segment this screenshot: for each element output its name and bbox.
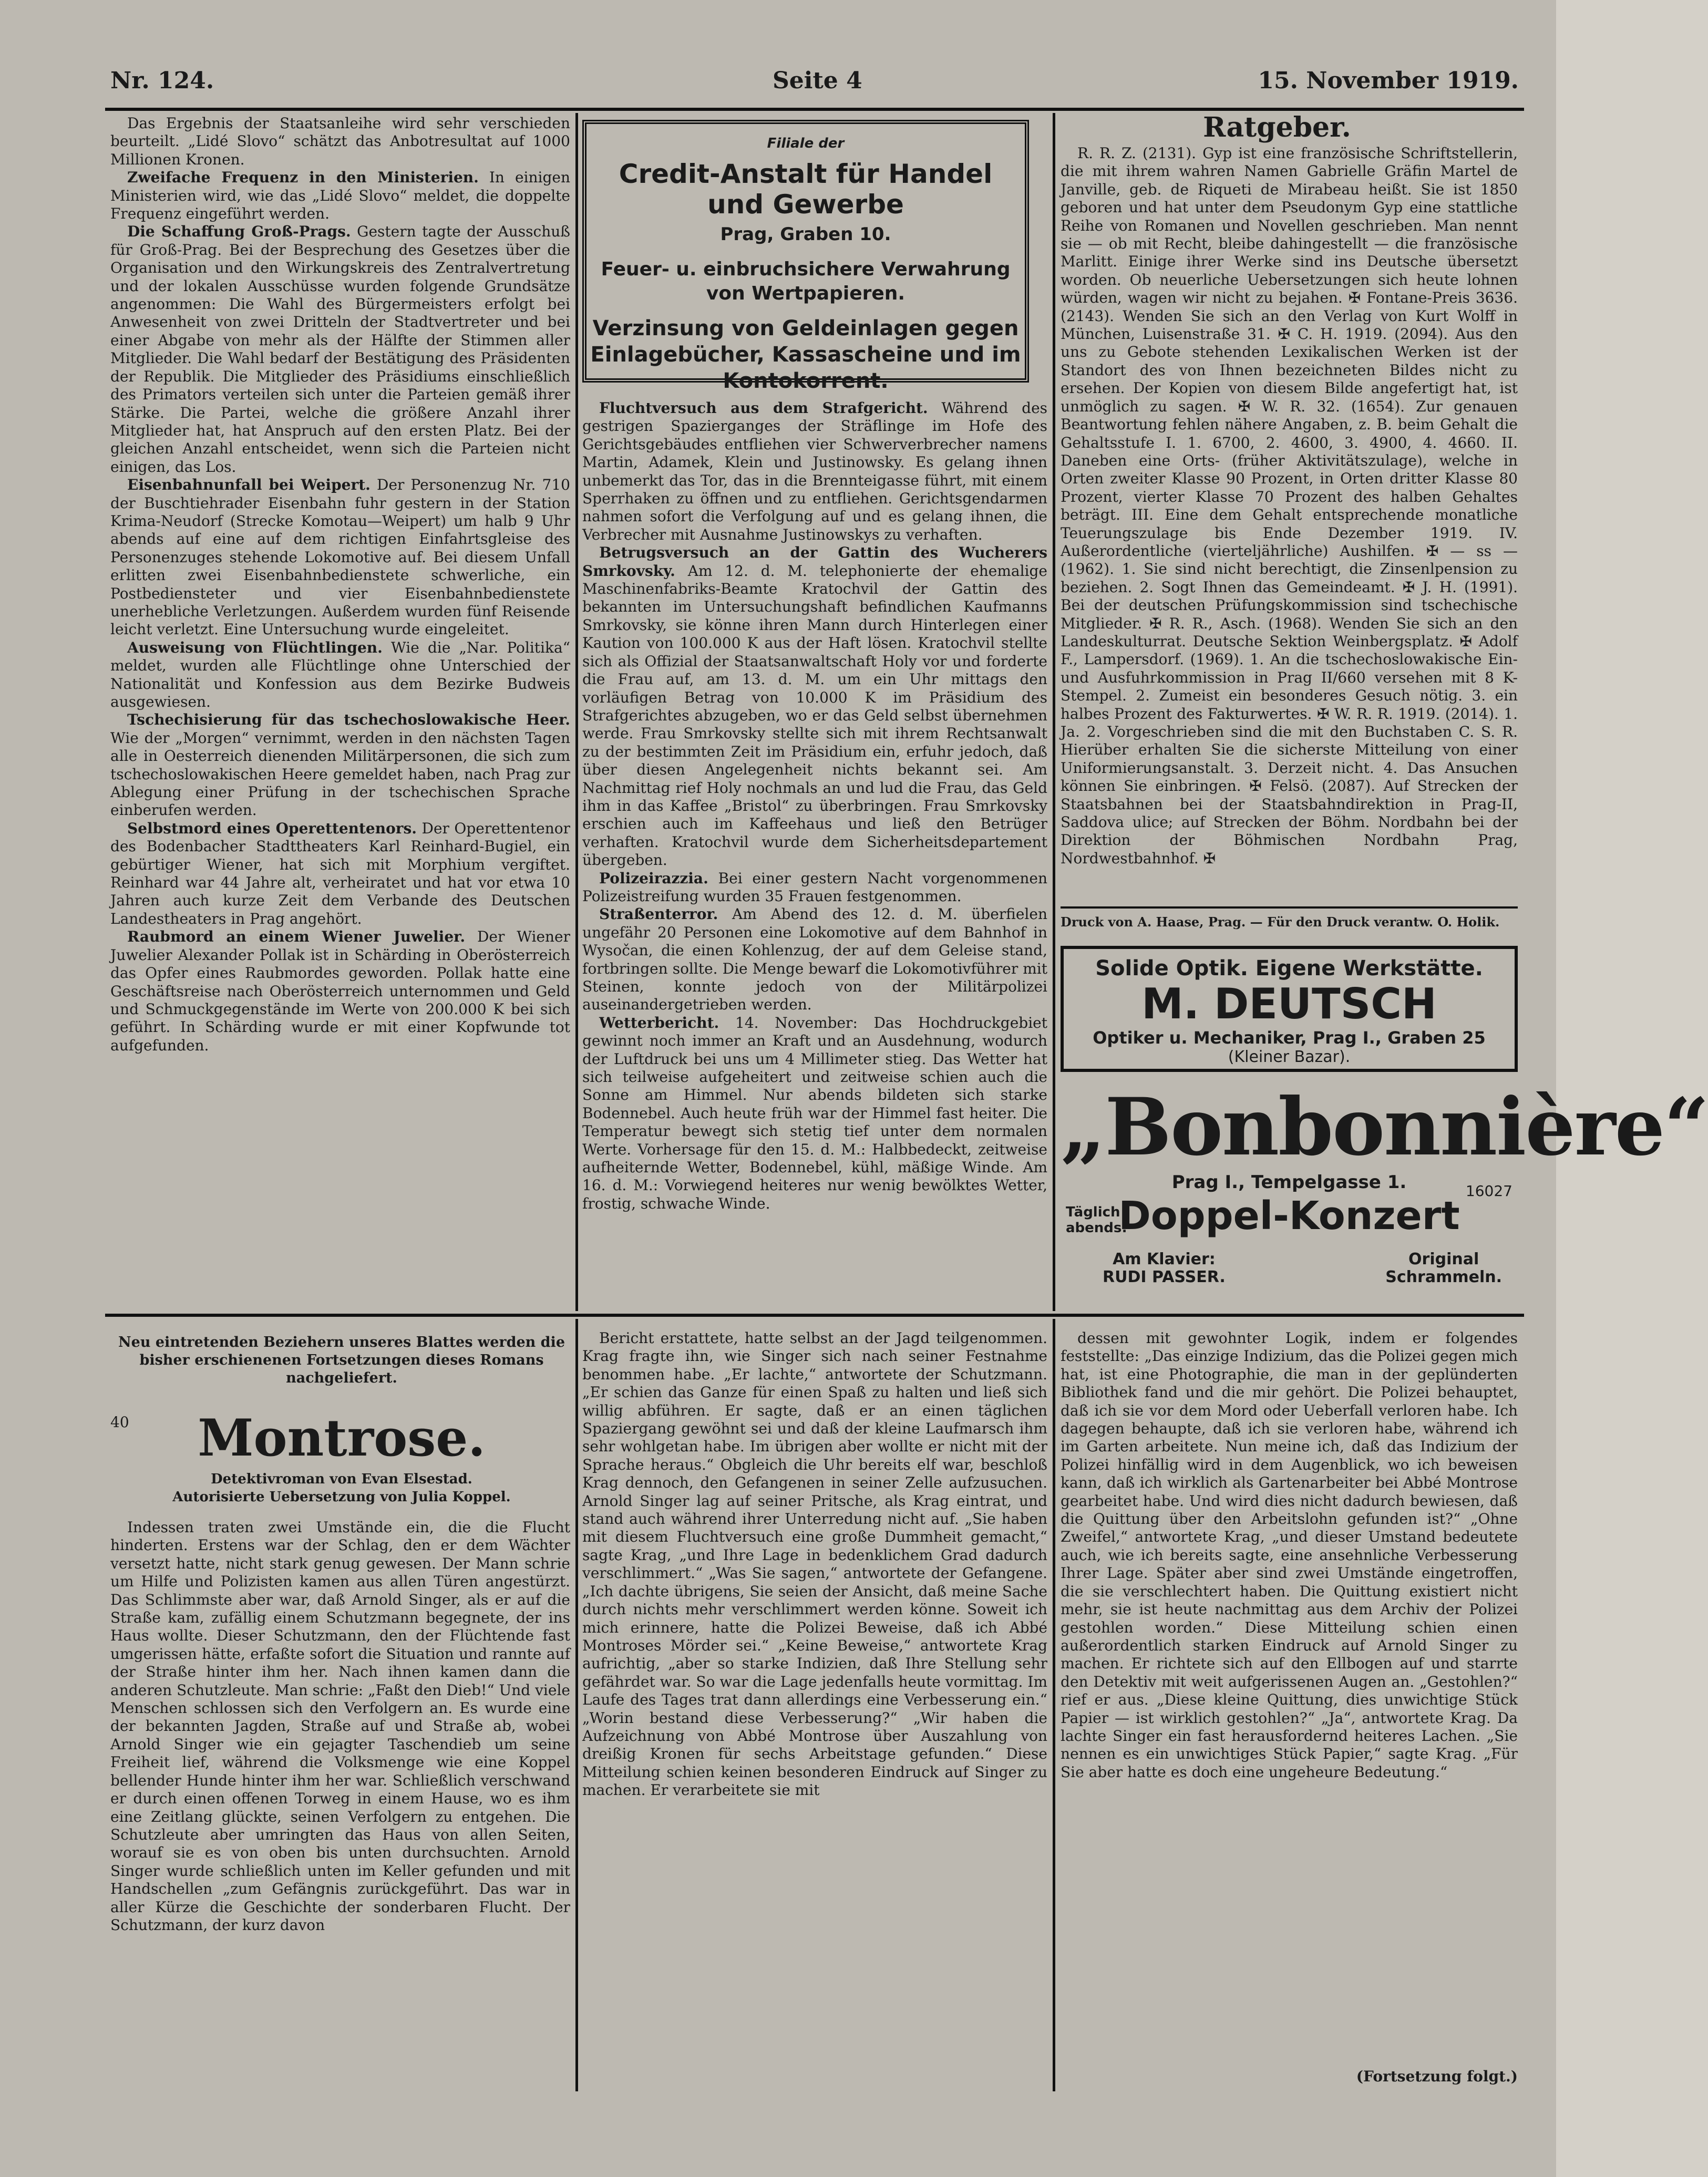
novel-continued: (Fortsetzung folgt.) <box>1356 2068 1518 2085</box>
news-column-middle <box>582 399 1047 1308</box>
novel-text-3: dessen mit gewohnter Logik, indem er folgendes feststellte: „Das einzige Indizium, das die Polizei gegen mich hat, ist eine Photographie, die man in der geplünderten Bibliothek fand und die mir gehört. Die Polizei behauptet, daß ich sie vor dem Mord oder Ueberfall verloren habe. Ich dagegen behaupte, daß ich sie verloren habe, während ich im Garten arbeitete. Nun meine ich, daß das Indizium der Polizei hinfällig wird in dem Augenblick, wo ich beweisen kann, daß ich wirklich als Gartenarbeiter bei Abbé Montrose gearbeitet habe. Und wird dies nicht dadurch bewiesen, daß die Quittung über den Arbeitslohn gefunden ist?“ „Ohne Zweifel,“ antwortete Krag, „und dieser Umstand bedeutete auch, wie ich bereits sagte, eine ansehnliche Verbesserung Ihrer Lage. Später aber sind zwei Umstände eingetroffen, die sie verschlechtert haben. Die Quittung existiert nicht mehr, sie ist heute nachmittag aus dem Archiv der Polizei gestohlen worden.“ Diese Mitteilung schien einen außerordentlich starken Eindruck auf Arnold Singer zu machen. Er richtete sich auf den Ellbogen auf und starrte den Detektiv mit weit aufgerissenen Augen an. „Gestohlen?“ rief er aus. „Diese kleine Quittung, dies unwichtige Stück Papier — ist wirklich gestohlen?“ „Ja“, antwortete Krag. Da lachte Singer ein fast herausfordernd heiteres Lachen. „Sie nennen es ein unwichtiges Stück Papier,“ sagte Krag. „Für Sie aber hatte es doch eine ungeheure Bedeutung.“ <box>1061 1329 1518 1781</box>
bank-ad-service: Feuer- u. einbruchsichere Verwahrung von Wertpapieren. <box>601 259 1011 304</box>
news-text: In einigen Ministerien wird, wie das „Lidé Slovo“ meldet, die doppelte Frequenz eingeführt werden. <box>110 169 570 223</box>
news-heading: Selbstmord eines Operettentenors. <box>127 819 417 837</box>
page-header <box>110 67 1519 104</box>
column-divider <box>1053 1319 1055 2091</box>
news-item <box>582 544 1047 869</box>
news-item <box>110 223 570 476</box>
news-heading: Eisenbahnunfall bei Weipert. <box>127 476 371 494</box>
optik-ad-tagline: Solide Optik. Eigene Werkstätte. <box>1095 956 1483 981</box>
news-item <box>582 905 1047 1014</box>
bonbon-ad-original-label: Original <box>1408 1250 1479 1268</box>
news-item <box>582 870 1047 906</box>
news-text: Am 12. d. M. telephonierte der ehemalige Maschinenfabriks-Beamte Kratochvil der Gattin des bekannten im Untersuchungshaft befindlichen Kaufmanns Smrkovsky, sie könne ihren Mann durch Hinterlegen einer Kaution von 100.000 K aus der Haft lösen. Kratochvil stellte sich als Offizial der Staatsanwaltschaft Holy vor und forderte die Frau auf, am 13. d. M. um ein Uhr mittags den vorläufigen Betrag von 10.000 K im Präsidium des Strafgerichtes abzugeben, wo er das Geld selbst übernehmen werde. Frau Smrkovsky stellte sich mit ihrem Rechtsanwalt zu der bestimmten Zeit im Präsidium ein, erfuhr jedoch, daß über diesen Angelegenheit nichts bekannt sei. Am Nachmittag rief Holy nochmals an und lud die Frau, das Geld ihm in das Kaffee „Bristol“ zu überbringen. Frau Smrkovsky erschien auch im Kaffeehaus und ließ den Betrüger verhaften. Kratochvil wurde dem Sicherheitsdepartement übergeben. <box>582 562 1047 869</box>
news-text: 14. November: Das Hochdruckgebiet gewinnt noch immer an Kraft und an Ausdehnung, wodurch der Luftdruck bei uns um 4 Millimeter stieg. Das Wetter hat sich teilweise aufgeheitert und zeitweise schien auch die Sonne am Himmel. Nur abends bildeten sich starke Bodennebel. Auch heute früh war der Himmel fast heiter. Die Temperatur bewegt sich stetig tief unter dem normalen Werte. Vorhersage für den 15. d. M.: Halbbedeckt, zeitweise aufheiternde Wetter, Bodennebel, kühl, mäßige Winde. Am 16. d. M.: Vorwiegend heiteres nur wenig bewölktes Wetter, frostig, schwache Winde. <box>582 1014 1048 1212</box>
news-item <box>582 399 1047 544</box>
ratgeber-rule <box>1061 906 1518 909</box>
news-text: Gestern tagte der Ausschuß für Groß-Prag. Bei der Besprechung des Gesetzes über die Organisation und den Wirkungskreis des Zentralvertretung und der lokalen Ausschüsse wurden folgende Grundsätze angenommen: Die Wahl des Bürgermeisters erfolgt bei Anwesenheit von zwei Dritteln der Stadtvertreter und bei einer Abgabe von mehr als der Hälfte der Stimmen aller Mitglieder. Die Wahl bedarf der Bestätigung des Präsidenten der Republik. Die Mitglieder des Präsidiums einschließlich des Primators verteilen sich unter die Parteien gemäß ihrer Stärke. Die Partei, welche die größere Anzahl ihrer Mitglieder hat, hat Anspruch auf den ersten Platz. Bei der gleichen Anzahl entscheidet, wenn sich die Parteien nicht einigen, das Los. <box>110 223 570 476</box>
news-text: Wie der „Morgen“ vernimmt, werden in den nächsten Tagen alle in Oesterreich dienenden Militärpersonen, die sich zum tschechoslowakischen Heere gemeldet haben, nach Prag zur Ablegung einer Prüfung in der tschechischen Sprache einberufen werden. <box>110 729 570 819</box>
issue-number: Nr. 124. <box>110 67 214 94</box>
news-item <box>110 115 570 169</box>
novel-text-2: Bericht erstattete, hatte selbst an der Jagd teilgenommen. Krag fragte ihn, wie Singer sich nach seiner Festnahme benommen habe. „Er lachte,“ antwortete der Schutzmann. „Er schien das Ganze für einen Spaß zu halten und ließ sich willig abführen. Er sagte, daß er an einen täglichen Spaziergang gewöhnt sei und daß der kleine Laufmarsch ihm sehr wohlgetan habe. Im übrigen aber wollte er nicht mit der Sprache heraus.“ Obgleich die Uhr bereits elf war, beschloß Krag dennoch, den Gefangenen in seiner Zelle aufzusuchen. Arnold Singer lag auf seiner Pritsche, als Krag eintrat, und stand auch während ihrer Unterredung nicht auf. „Sie haben mit diesem Fluchtversuch eine große Dummheit gemacht,“ sagte Krag, „und Ihre Lage in bedenklichem Grad dadurch verschlimmert.“ „Was Sie sagen,“ antwortete der Gefangene. „Ich dachte übrigens, Sie seien der Ansicht, daß meine Sache durch nichts mehr verschlimmert werden könne. Soweit ich mich erinnere, hatte die Polizei Beweise, daß ich Abbé Montroses Mörder sei.“ „Keine Beweise,“ antwortete Krag aufrichtig, „aber so starke Indizien, daß Ihre Stellung sehr gefährdet war. So war die Lage jedenfalls heute vormittag. Im Laufe des Tages trat dann allerdings eine Verbesserung ein.“ „Worin bestand diese Verbesserung?“ „Wir haben die Aufzeichnung von Abbé Montrose über Auszahlung von dreißig Kronen für sechs Arbeitstage gefunden.“ Diese Mitteilung schien keinen besonderen Eindruck auf Singer zu machen. Er verarbeitete sie mit <box>582 1329 1047 1799</box>
bonbon-ad-ensemble-name: Schrammeln. <box>1385 1268 1502 1286</box>
bonbon-ad-piano <box>1103 1251 1226 1286</box>
column-divider <box>575 1319 578 2091</box>
novel-subtitle: Detektivroman von Evan Elsestad. <box>211 1471 472 1487</box>
column-divider <box>575 113 578 1311</box>
bonbon-ad-address: Prag I., Tempelgasse 1. <box>1171 1172 1407 1193</box>
news-text: Wie die „Nar. Politika“ meldet, wurden alle Flüchtlinge ohne Unterschied der Nationalität und Konfession aus dem Bezirke Budweis ausgewiesen. <box>110 638 570 710</box>
optik-ad-location: (Kleiner Bazar). <box>1228 1048 1351 1066</box>
news-item <box>110 476 570 639</box>
bank-ad-address: Prag, Graben 10. <box>720 224 891 245</box>
news-item <box>110 711 570 819</box>
news-item <box>110 928 570 1055</box>
novel-column-3 <box>1061 1329 1518 2065</box>
news-heading: Polizeirazzia. <box>599 869 708 887</box>
novel-title: Montrose. <box>198 1408 486 1468</box>
bonbonniere-advertisement <box>1061 1081 1708 1303</box>
news-text: Der Personenzug Nr. 710 der Buschtiehrader Eisenbahn fuhr gestern in der Station Krima-Neudorf (Strecke Komotau—Weipert) um halb 9 Uhr abends auf eine auf dem richtigen Einfahrtsgleise des Personenzuges stehende Lokomotive auf. Bei diesem Unfall erlitten zwei Eisenbahnbedienstete schwerliche, ein Postbediensteter und vier Eisenbahnbedienstete unerhebliche Verletzungen. Außerdem wurden fünf Reisende leicht verletzt. Eine Untersuchung wurde eingeleitet. <box>110 476 570 638</box>
ratgeber-title: Ratgeber. <box>1203 111 1351 143</box>
bonbon-ad-name: „Bonbonnière“ <box>1061 1081 1708 1173</box>
optik-ad-name: M. DEUTSCH <box>1141 979 1437 1028</box>
bank-advertisement <box>582 120 1029 393</box>
news-item <box>110 169 570 223</box>
optik-advertisement <box>1061 946 1518 1072</box>
news-heading: Straßenterror. <box>599 905 718 923</box>
novel-installment-number: 40 <box>110 1413 129 1431</box>
novel-text-1: Indessen traten zwei Umstände ein, die die Flucht hinderten. Erstens war der Schlag, den er dem Wächter versetzt hatte, nicht stark genug gewesen. Der Mann schrie um Hilfe und Polizisten kamen aus allen Türen angestürzt. Das Schlimmste aber war, daß Arnold Singer, als er auf die Straße kam, zufällig einem Schutzmann begegnete, der ins Haus wollte. Dieser Schutzmann, den der Flüchtende fast umgerissen hätte, erfaßte sofort die Situation und rannte auf der Straße hinter ihm her. Nach ihnen kamen dann die anderen Schutzleute. Man schrie: „Faßt den Dieb!“ Und viele Menschen schlossen sich den Verfolgern an. Es wurde eine der bekannten Jagden, Straße auf und Straße ab, wobei Arnold Singer wie ein gejagter Taschendieb um seine Freiheit lief, während die Volksmenge wie eine Koppel bellender Hunde hinter ihm her war. Schließlich verschwand er durch einen offenen Torweg in einem Hause, wo es ihm eine Zeitlang glückte, seinen Verfolgern zu entgehen. Die Schutzleute aber umringten das Haus von allen Seiten, worauf sie es von oben bis unten durchsuchten. Arnold Singer wurde schließlich unten im Keller gefunden und mit Handschellen „zum Gefängnis zurückgeführt. Das war in aller Kürze die Geschichte der sonderbaren Flucht. Der Schutzmann, der kurz davon <box>110 1519 570 1934</box>
news-text: Das Ergebnis der Staatsanleihe wird sehr verschieden beurteilt. „Lidé Slovo“ schätzt das Anbotresultat auf 1000 Millionen Kronen. <box>110 115 570 168</box>
news-column-left <box>110 115 570 1307</box>
bonbon-ad-daily: Täglich abends: <box>1066 1204 1127 1236</box>
news-item <box>110 639 570 711</box>
news-heading: Die Schaffung Groß-Prags. <box>127 223 351 241</box>
news-text: Bei einer gestern Nacht vorgenommenen Polizeistreifung wurden 35 Frauen festgenommen. <box>582 869 1048 905</box>
news-text: Am Abend des 12. d. M. überfielen ungefähr 20 Personen eine Lokomotive auf dem Bahnhof in Wysočan, die einen Kohlenzug, der auf dem Geleise stand, fortbringen sollte. Die Menge bewarf die Lokomotivführer mit Steinen, konnte jedoch von der Militärpolizei auseinandergetrieben werden. <box>582 905 1047 1014</box>
bank-ad-line1: Filiale der <box>767 136 845 151</box>
bonbon-ad-pianist: RUDI PASSER. <box>1103 1268 1226 1286</box>
feuilleton-rule <box>105 1314 1524 1317</box>
news-text: Der Operettentenor des Bodenbacher Stadttheaters Karl Reinhard-Bugiel, ein gebürtiger Wiener, hat sich mit Morphium vergiftet. Reinhard war 44 Jahre alt, verheiratet und hat vor etwa 10 Jahren auch kurze Zeit dem Verbande des Deutschen Landestheaters in Prag angehört. <box>110 819 570 927</box>
optik-ad-address: Optiker u. Mechaniker, Prag I., Graben 25 <box>1093 1028 1486 1048</box>
news-heading: Fluchtversuch aus dem Strafgericht. <box>599 399 928 417</box>
news-heading: Zweifache Frequenz in den Ministerien. <box>127 169 479 187</box>
news-heading: Wetterbericht. <box>599 1014 719 1031</box>
bonbon-ad-piano-label: Am Klavier: <box>1113 1250 1216 1268</box>
novel-notice: Neu eintretenden Beziehern unseres Blattes werden die bisher erschienenen Fortsetzungen dieses Romans nachgeliefert. <box>118 1334 565 1386</box>
bonbon-ad-number: 16027 <box>1465 1182 1512 1200</box>
news-heading: Ausweisung von Flüchtlingen. <box>127 638 383 656</box>
news-heading: Raubmord an einem Wiener Juwelier. <box>127 928 466 946</box>
news-text: Der Wiener Juwelier Alexander Pollak ist in Schärding in Oberösterreich das Opfer eines Raubmordes geworden. Pollak hatte eine Geschäftsreise nach Oberösterreich unternommen und Geld und Schmuckgegenstände im Werte von 200.000 K bei sich geführt. In Schärding wurde er mit einer Kopfwunde tot aufgefunden. <box>110 928 571 1054</box>
bank-ad-name: Credit-Anstalt für Handel und Gewerbe <box>619 159 993 220</box>
news-item <box>110 820 570 928</box>
bonbon-ad-ensemble <box>1385 1251 1502 1286</box>
header-rule <box>105 108 1524 111</box>
novel-column-1 <box>110 1519 570 2086</box>
column-divider <box>1053 113 1055 1311</box>
ratgeber-text: R. R. Z. (2131). Gyp ist eine französische Schriftstellerin, die mit ihrem wahren Namen Gabrielle Gräfin Martel de Janville, geb. de Riqueti de Mirabeau heißt. Sie ist 1850 geboren und hat unter dem Pseudonym Gyp eine stattliche Reihe von Romanen und Novellen geschrieben. Man nennt sie — ob mit Recht, bleibe dahingestellt — die französische Marlitt. Einige ihrer Werke sind ins Deutsche übersetzt worden. Ob neuerliche Uebersetzungen sich heute lohnen würden, wagen wir nicht zu bejahen. ✠ Fontane-Preis 3636. (2143). Wenden Sie sich an den Verlag von Kurt Wolff in München, Luisenstraße 31. ✠ C. H. 1919. (2094). Aus den uns zu Gebote stehenden Lexikalischen Werken ist der Standort des von Ihnen bezeichneten Bildes nicht zu ersehen. Der Kopien von diesem Bilde angefertigt hat, ist unmöglich zu sagen. ✠ W. R. 32. (1654). Zur genauen Beantwortung fehlen nähere Angaben, z. B. beim Gehalt die Gehaltsstufe I. 1. 6700, 2. 4600, 3. 4900, 4. 4660. II. Daneben eine Orts- (früher Aktivitätszulage), welche in Orten zweiter Klasse 90 Prozent, in Orten dritter Klasse 80 Prozent, vierter Klasse 70 Prozent des halben Gehaltes beträgt. III. Eine dem Gehalt entsprechende monatliche Teuerungszulage bis Ende Dezember 1919. IV. Außerordentliche (vierteljährliche) Aushilfen. ✠ — ss — (1962). 1. Sie sind nicht berechtigt, die Zinsenlpension zu beziehen. 2. Sogt Ihnen das Gemeindeamt. ✠ J. H. (1991). Bei der deutschen Prüfungskommission sind tschechische Mitglieder. ✠ R. R., Asch. (1968). Wenden Sie sich an den Landeskulturrat. Deutsche Sektion Weinbergsplatz. ✠ Adolf F., Lampersdorf. (1969). 1. An die tschechoslowakische Ein- und Ausfuhrkommission in Prag II/660 versehen mit 8 K-Stempel. 2. Zumeist ein besonderes Gesuch nötig. 3. ein halbes Prozent des Fakturwertes. ✠ W. R. R. 1919. (2014). 1. Ja. 2. Vorgeschrieben sind die mit den Buchstaben C. S. R. Hierüber erhalten Sie die sicherste Mitteilung von einer Uniformierungsanstalt. 3. Derzeit nicht. 4. Das Ansuchen können Sie einbringen. ✠ Felsö. (2087). Auf Strecken der Staatsbahnen bei der Staatsbahndirektion in Prag-II, Saddova ulice; auf Strecken der Böhm. Nordbahn bei der Direktion der Böhmischen Nordbahn Prag, Nordwestbahnhof. ✠ <box>1061 145 1518 867</box>
novel-column-2 <box>582 1329 1047 2086</box>
news-heading: Betrugsversuch an der Gattin des Wucherers Smrkovsky. <box>582 544 1047 580</box>
news-item <box>582 1014 1047 1213</box>
novel-translator: Autorisierte Uebersetzung von Julia Koppel. <box>172 1489 511 1505</box>
printer-line: Druck von A. Haase, Prag. — Für den Druck verantw. O. Holik. <box>1061 914 1500 930</box>
issue-date: 15. November 1919. <box>1258 67 1519 94</box>
page-number: Seite 4 <box>773 67 862 94</box>
news-text: Während des gestrigen Spazierganges der Sträflinge im Hofe des Gerichtsgebäudes entfliehen vier Schwerverbrecher namens Martin, Adamek, Klein und Justinowsky. Es gelang ihnen unbemerkt das Tor, das in die Brennteigasse führt, mit einem Sperrhaken zu öffnen und zu entfliehen. Gerichtsgendarmen nahmen sofort die Verfolgung auf und es gelang ihnen, die Verbrecher mit Ausnahme Justinowskys zu verhaften. <box>582 399 1048 543</box>
bank-ad-interest: Verzinsung von Geldeinlagen gegen Einlagebücher, Kassascheine und im Kontokorrent. <box>590 316 1021 393</box>
bonbon-ad-concert: Doppel-Konzert <box>1118 1193 1460 1239</box>
ratgeber-column <box>1061 145 1518 901</box>
news-heading: Tschechisierung für das tschechoslowakische Heer. <box>127 711 570 729</box>
